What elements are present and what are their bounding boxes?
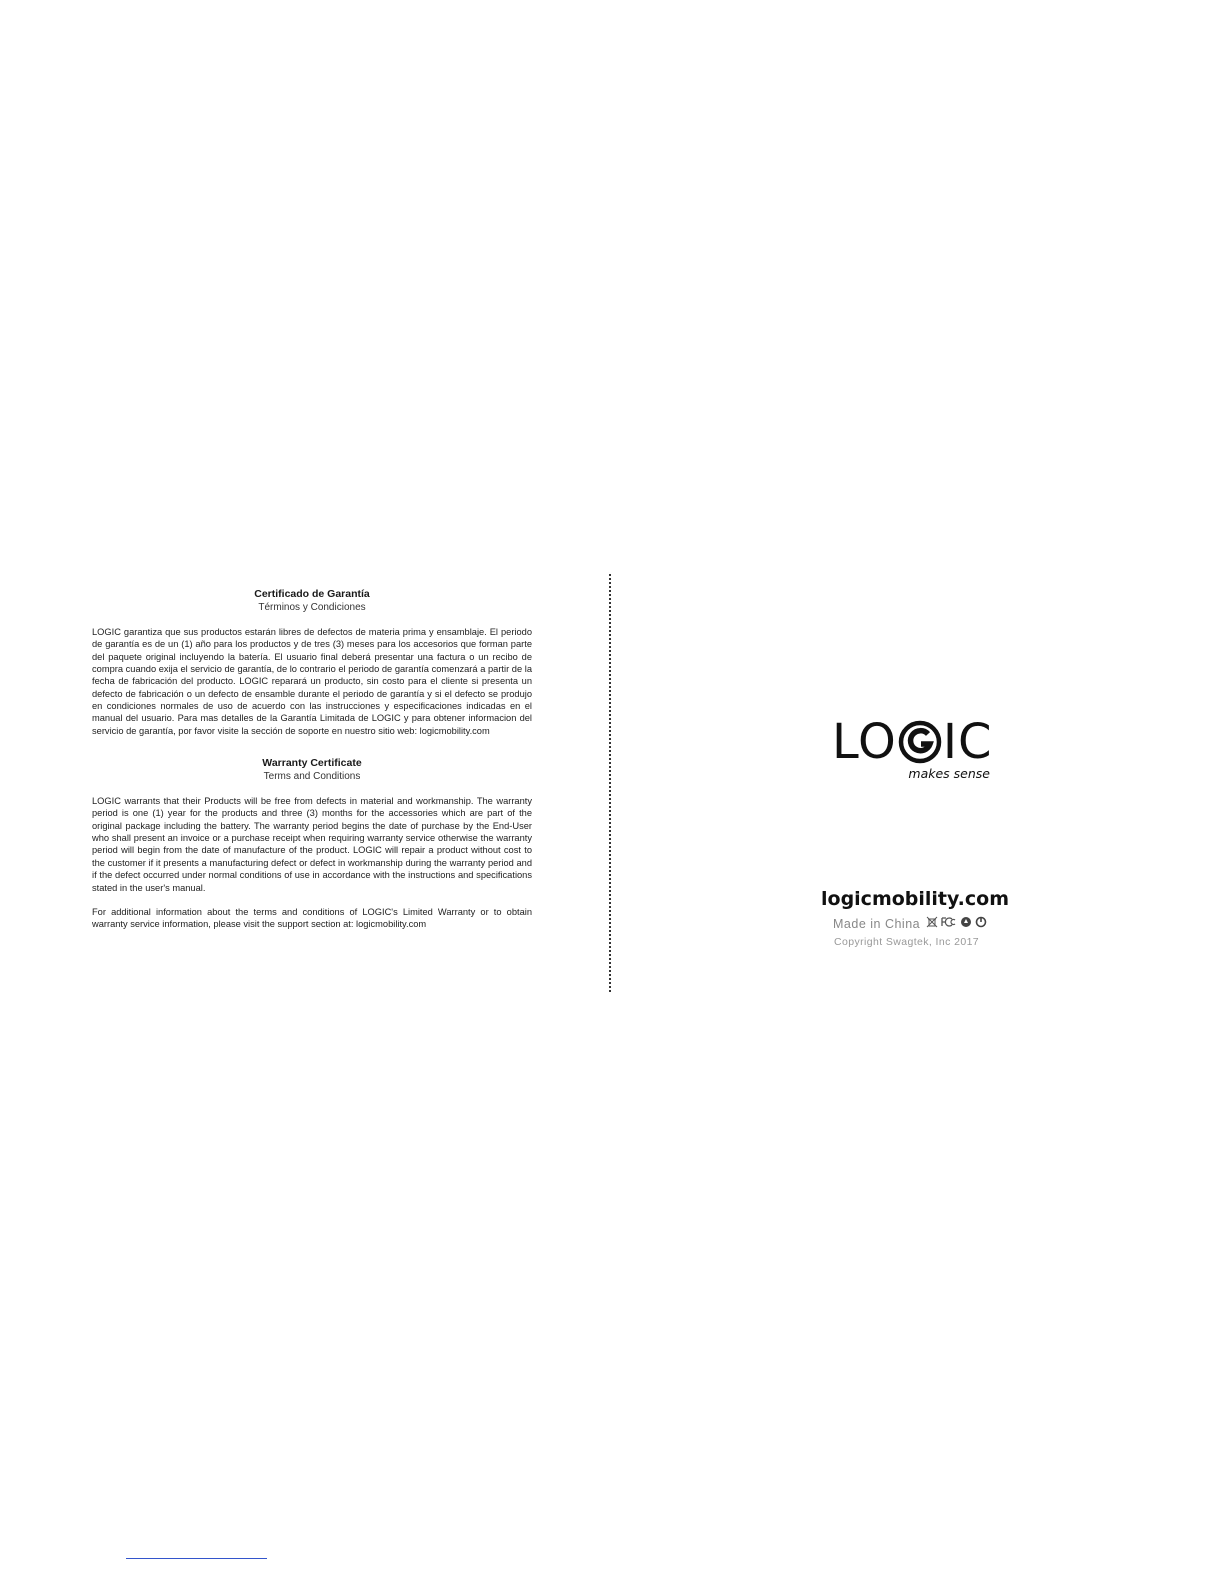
bottom-rule (126, 1558, 267, 1559)
spanish-body: LOGIC garantiza que sus productos estarán libres de defectos de materia prima y ensamblaje. El periodo de garantía es de un (1) año para los productos y de tres (3) meses para los accesorios que forman parte del paquete original incluyendo la batería. El usuario final deberá presentar una factura o un recibo de compra cuando exija el servicio de garantía, de lo contrario el periodo de garantía comenzará a partir de la fecha de fabricación del producto. LOGIC reparará un producto, sin costo para el cliente si presenta un defecto de fabricación o un defecto de ensamble durante el periodo de garantía y si el defecto se produjo en condiciones normales de uso de acuerdo con las instrucciones y especificaciones indicadas en el manual del usuario. Para mas detalles de la Garantía Limitada de LOGIC y para obtener informacion del servicio de garantía, por favor visite la sección de soporte en nuestro sitio web: logicmobility.com (92, 627, 532, 736)
english-body: LOGIC warrants that their Products will be free from defects in material and workmanship. The warranty period is one (1) year for the products and three (3) months for the accessories which are part of the original package including the battery. The warranty period begins the date of purchase by the End-User who shall present an invoice or a purchase receipt when requiring warranty service otherwise the warranty period will begin from the date of manufacture of the product. LOGIC will repair a product without cost to the customer if it presents a manufacturing defect or defect in workmanship during the warranty period and if the defect occurred under normal conditions of use in accordance with the instructions and specifications stated in the user's manual. (92, 796, 532, 893)
fold-dotted-line (609, 574, 611, 992)
english-additional-info: For additional information about the terms and conditions of LOGIC's Limited Warranty or to obtain warranty service information, please visit the support section at: logicmobility.com (92, 906, 532, 930)
certification-icons (926, 916, 987, 931)
website-url: logicmobility.com (821, 888, 1009, 910)
weee-crossed-bin-icon (926, 916, 938, 931)
english-title: Warranty Certificate (262, 757, 362, 770)
rohs-icon (975, 916, 987, 931)
logo-text-right: IC (942, 714, 993, 770)
logic-logo (832, 716, 994, 784)
logo-g-icon (898, 720, 942, 764)
spanish-title: Certificado de Garantía (254, 588, 370, 600)
copyright-text: Copyright Swagtek, Inc 2017 (834, 936, 980, 948)
fcc-icon (941, 916, 957, 931)
made-in-line (833, 916, 987, 931)
recycle-icon (960, 916, 972, 931)
made-in-text: Made in China (833, 916, 921, 931)
spanish-subtitle: Términos y Condiciones (258, 602, 366, 613)
english-subtitle: Terms and Conditions (263, 771, 361, 783)
logo-tagline: makes sense (908, 766, 990, 781)
logo-text-left: LO (832, 714, 897, 770)
warranty-text-panel (92, 588, 532, 931)
